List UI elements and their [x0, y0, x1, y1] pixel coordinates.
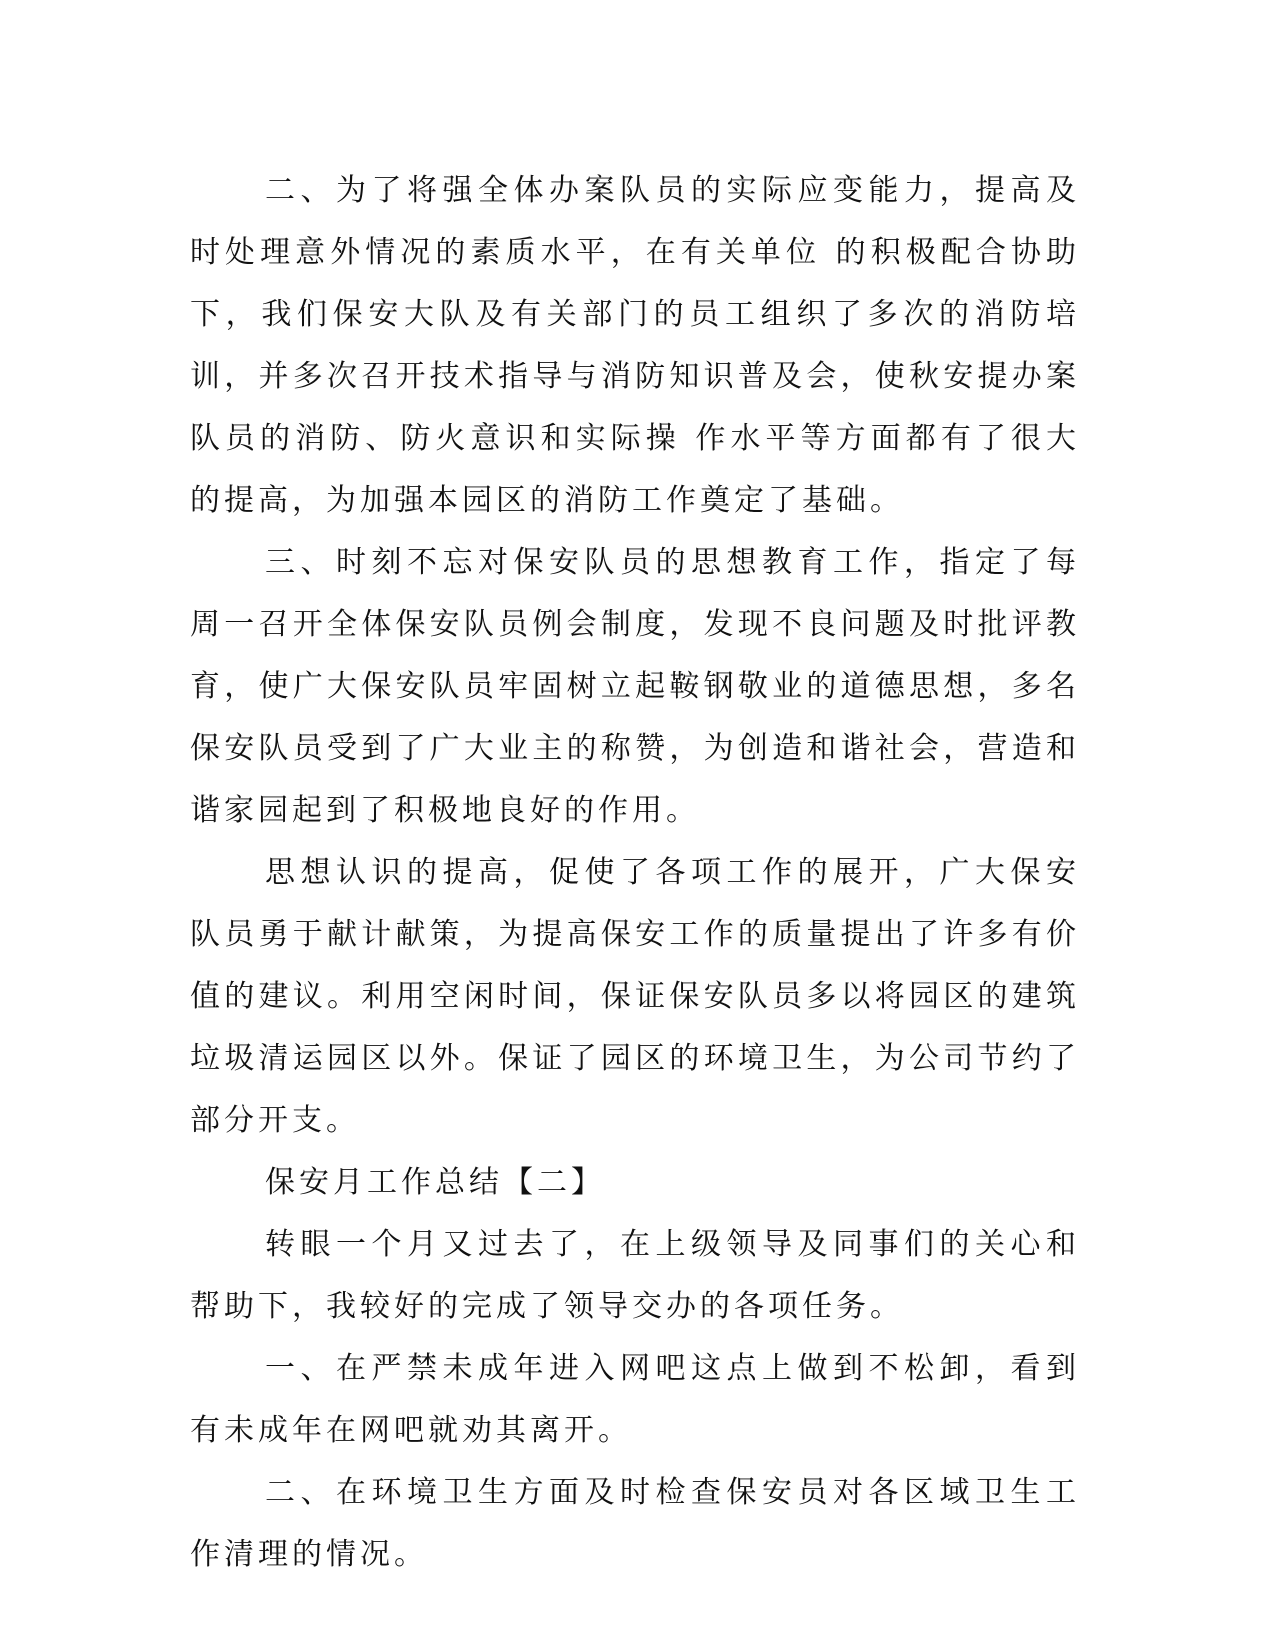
paragraph-environmental-hygiene: 二、在环境卫生方面及时检查保安员对各区域卫生工作清理的情况。 — [190, 1475, 1080, 1572]
paragraph-awareness-improvement: 思想认识的提高，促使了各项工作的展开，广大保安队员勇于献计献策，为提高保安工作的质量提出了许多有价值的建议。利用空闲时间，保证保安队员多以将园区的建筑垃圾清运园区以外。保证了园区的环境卫生，为公司节约了部分开支。 — [190, 855, 1080, 1138]
paragraph-month-summary: 转眼一个月又过去了，在上级领导及同事们的关心和帮助下，我较好的完成了领导交办的各项任务。 — [190, 1227, 1080, 1324]
paragraph-ideological-education: 三、时刻不忘对保安队员的思想教育工作，指定了每周一召开全体保安队员例会制度，发现不良问题及时批评教育，使广大保安队员牢固树立起鞍钢敬业的道德思想，多名保安队员受到了广大业主的称赞，为创造和谐社会，营造和谐家园起到了积极地良好的作用。 — [190, 545, 1080, 828]
document-body — [190, 160, 1080, 1586]
paragraph-internet-cafe: 一、在严禁未成年进入网吧这点上做到不松卸，看到有未成年在网吧就劝其离开。 — [190, 1351, 1080, 1448]
paragraph-fire-training: 二、为了将强全体办案队员的实际应变能力，提高及时处理意外情况的素质水平，在有关单位 的积极配合协助下，我们保安大队及有关部门的员工组织了多次的消防培训，并多次召开技术指导与消防知识普及会，使秋安提办案队员的消防、防火意识和实际操 作水平等方面都有了很大的提高，为加强本园区的消防工作奠定了基础。 — [190, 173, 1080, 518]
section-heading: 保安月工作总结【二】 — [265, 1165, 605, 1200]
